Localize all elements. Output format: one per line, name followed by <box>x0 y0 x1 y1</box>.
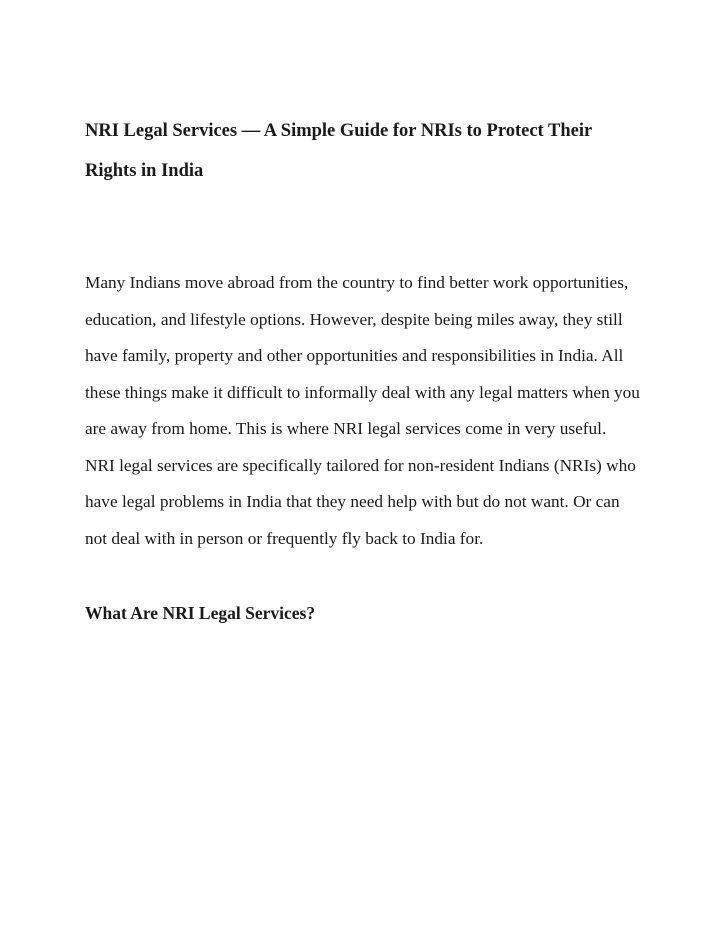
nri-services-paragraph: NRI legal services are specifically tailored for non-resident Indians (NRIs) who have legal problems in India that they need help with but do not want. Or can not deal with in person or frequently fly back to India for. <box>85 455 636 548</box>
section-heading: What Are NRI Legal Services? <box>85 603 316 623</box>
document-title: NRI Legal Services — A Simple Guide for NRIs to Protect Their Rights in India <box>85 121 592 181</box>
intro-paragraph: Many Indians move abroad from the country to find better work opportunities, education, and lifestyle options. However, despite being miles away, they still have family, property and other opportunities and responsibilities in India. All these things make it difficult to informally deal with any legal matters when you are away from home. This is where NRI legal services come in very useful. <box>85 273 640 438</box>
document-content <box>85 111 645 631</box>
